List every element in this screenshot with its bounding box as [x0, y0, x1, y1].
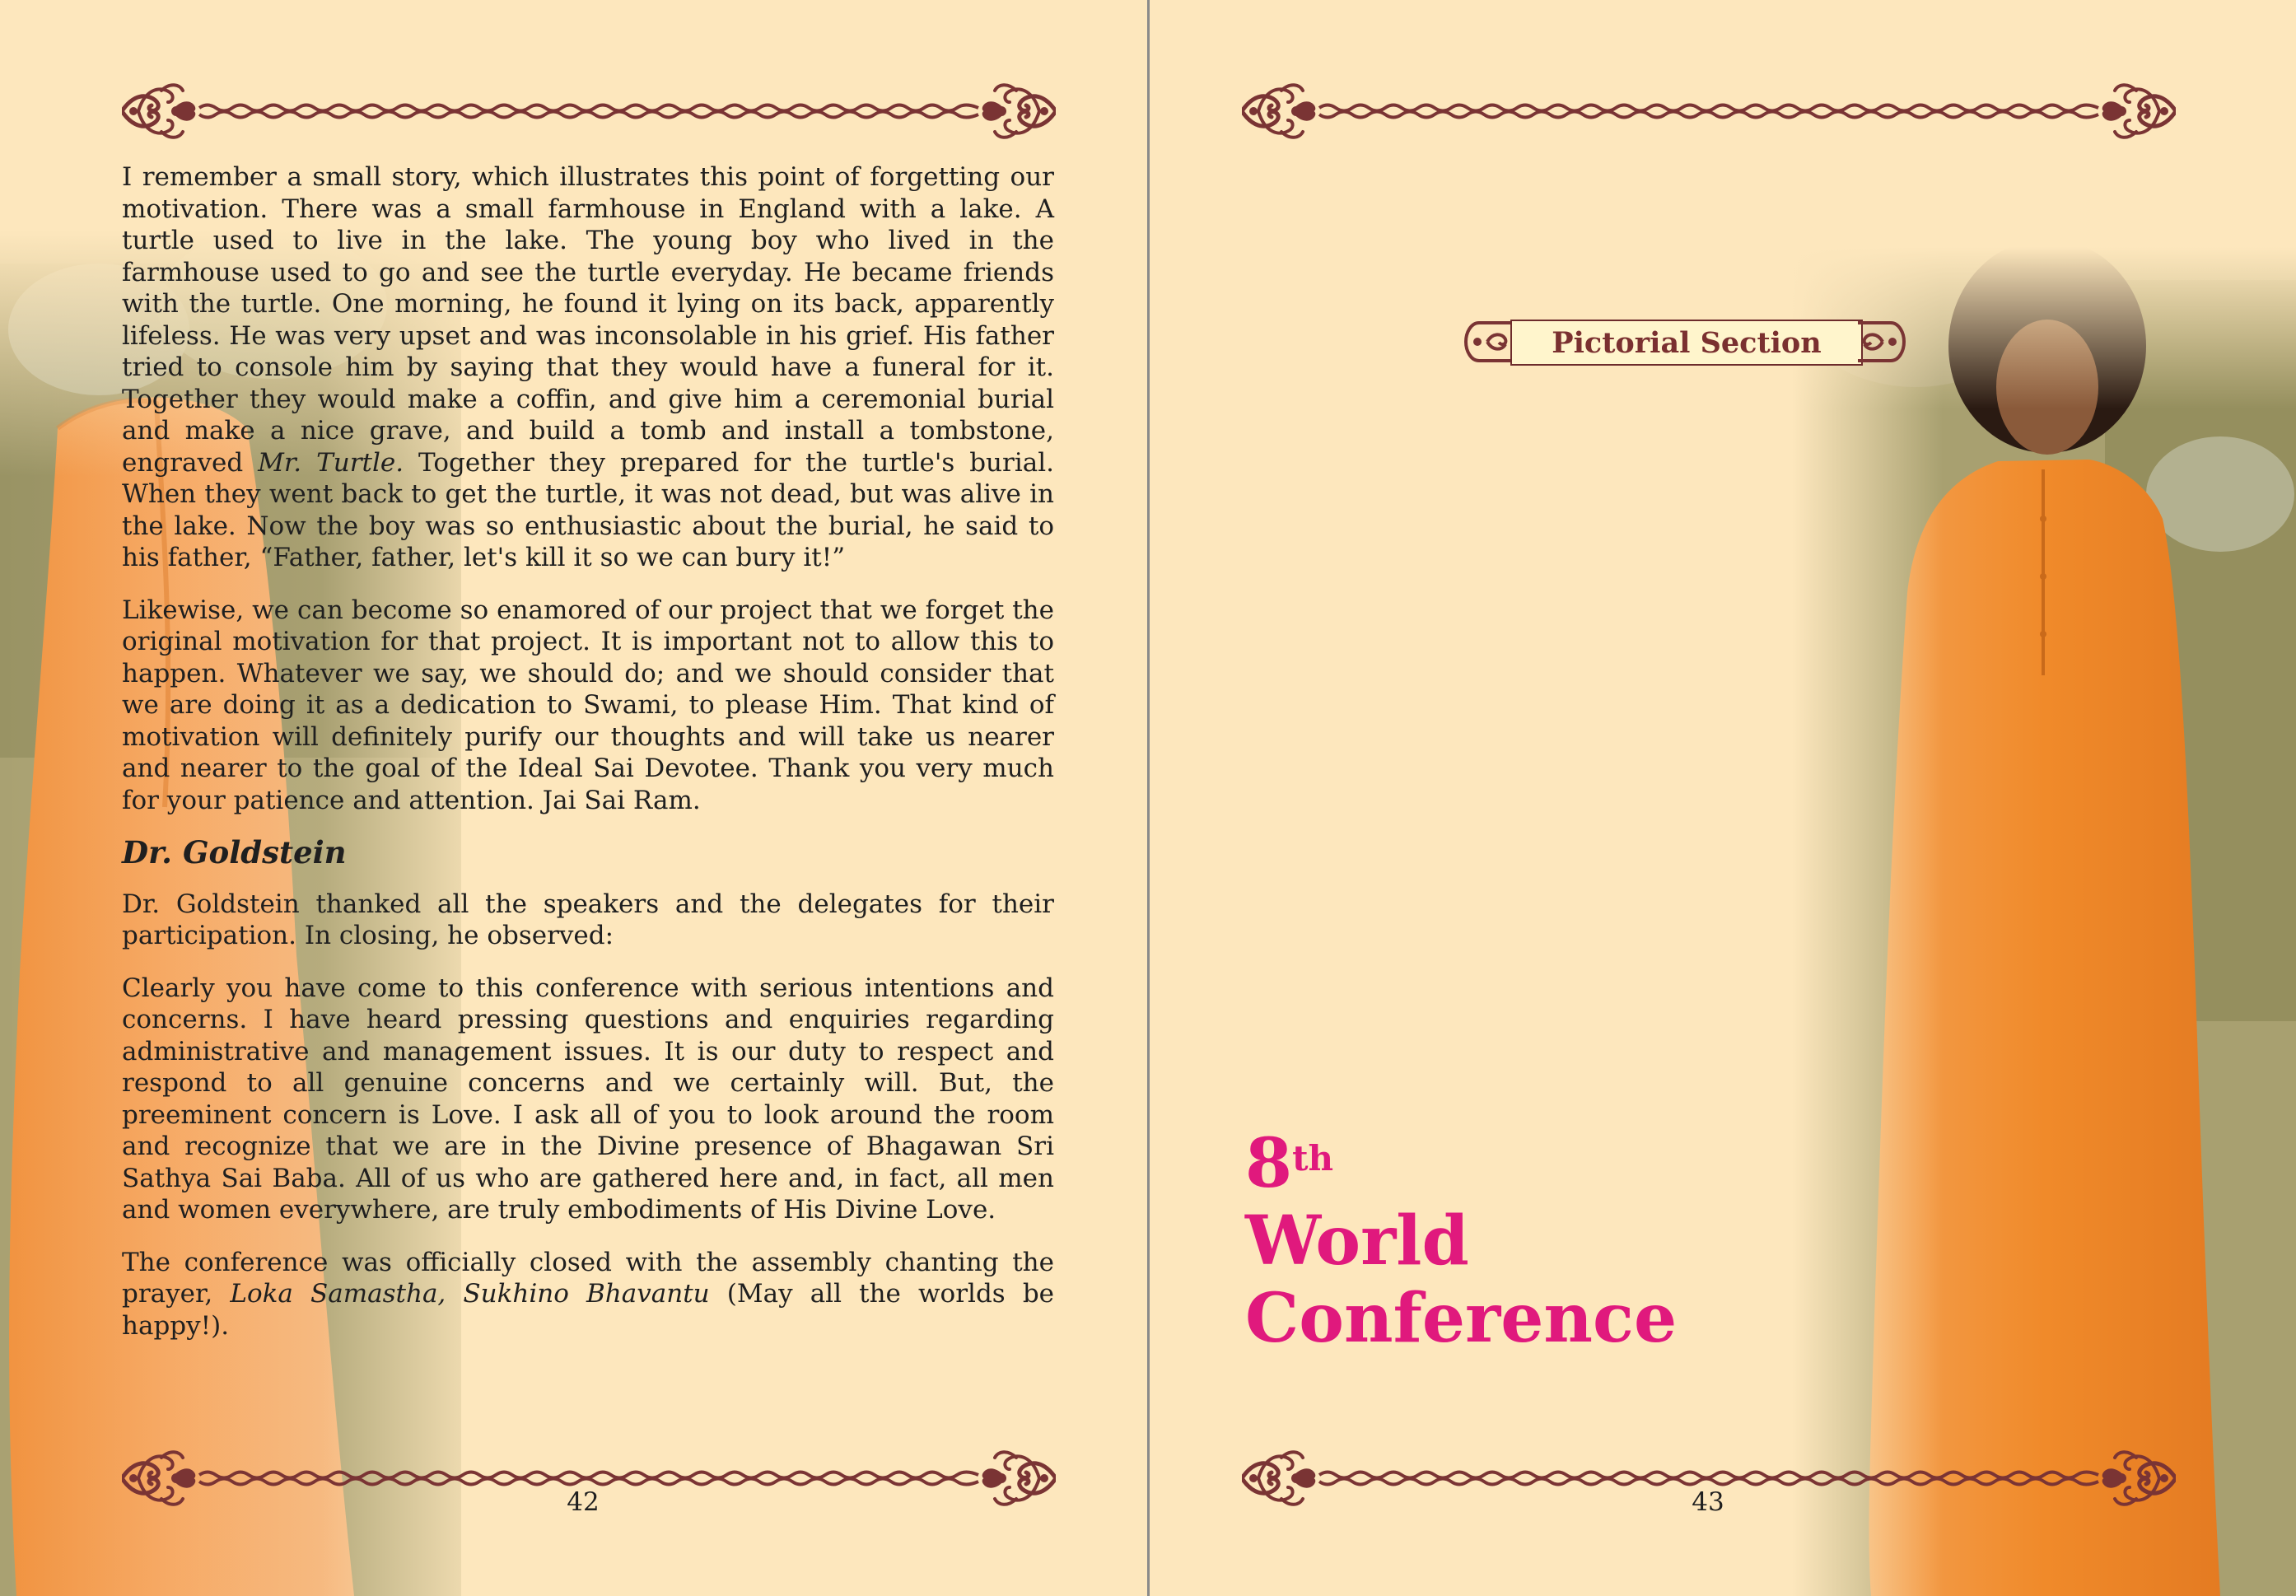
- title-line-world: World: [1245, 1202, 1469, 1281]
- paragraph-conference-closed: The conference was officially closed with the assembly chanting the prayer, Loka Samastha, Sukhino Bhavantu (May all the worlds be happy!).: [122, 1247, 1055, 1341]
- page-number-left: 42: [567, 1487, 600, 1517]
- label-left-flourish-icon: [1463, 316, 1512, 367]
- prayer-title: Loka Samastha, Sukhino Bhavantu: [230, 1279, 710, 1309]
- paragraph-closing-remarks: Clearly you have come to this conference with serious intentions and concerns. I have heard pressing questions and enquiries regarding administrative and management issues. It is our duty to respect and respond to all genuine concerns and we certainly will. But, the preeminent concern is Love. I ask all of you to look around the room and recognize that we are in the Divine presence of Bhagawan Sri Sathya Sai Baba. All of us who are gathered here and, in fact, all men and women everywhere, are truly embodiments of His Divine Love.: [122, 973, 1054, 1225]
- speaker-heading: Dr. Goldstein: [122, 834, 347, 870]
- title-ordinal: 8th: [1245, 1124, 1333, 1203]
- section-label-text: Pictorial Section: [1510, 320, 1863, 366]
- swami-photo-right: [1792, 247, 2296, 1596]
- title-line-conference: Conference: [1245, 1279, 1678, 1358]
- right-page: [1150, 0, 2296, 1596]
- page-number-right: 43: [1692, 1487, 1724, 1517]
- paragraph-likewise: Likewise, we can become so enamored of our project that we forget the original motivation for that project. It is important not to allow this to happen. Whatever we say, we should do; and we should consider that we are doing it as a dedication to Swami, to please Him. That kind of motivation will definitely purify our thoughts and will take us nearer and nearer to the goal of the Ideal Sai Devotee. Thank you very much for your patience and attention. Jai Sai Ram.: [122, 595, 1054, 815]
- paragraph-thanks: Dr. Goldstein thanked all the speakers and the delegates for their participation. In closing, he observed:: [122, 889, 1054, 950]
- engraved-name: Mr. Turtle.: [258, 447, 404, 478]
- article-body: [122, 161, 1054, 1362]
- top-ornament-border: [122, 82, 1056, 140]
- pictorial-section-label: [1463, 316, 1907, 367]
- conference-title: [1245, 1125, 1677, 1357]
- top-ornament-border-right: [1242, 82, 2176, 140]
- label-right-flourish-icon: [1858, 316, 1907, 367]
- paragraph-turtle-story: I remember a small story, which illustrates this point of forgetting our motivation. There was a small farmhouse in England with a lake. A turtle used to live in the lake. The young boy who lived in the farmhouse used to go and see the turtle everyday. He became friends with the turtle. One morning, he found it lying on its back, apparently lifeless. He was very upset and was inconsolable in his grief. His father tried to console him by saying that they would have a funeral for it. Together they would make a coffin, and give him a ceremonial burial and make a nice grave, and build a tomb and install a tombstone, engraved Mr. Turtle. Together they prepared for the turtle's burial. When they went back to get the turtle, it was not dead, but was alive in the lake. Now the boy was so enthusiastic about the burial, he said to his father, “Father, father, let's kill it so we can bury it!”: [122, 162, 1054, 572]
